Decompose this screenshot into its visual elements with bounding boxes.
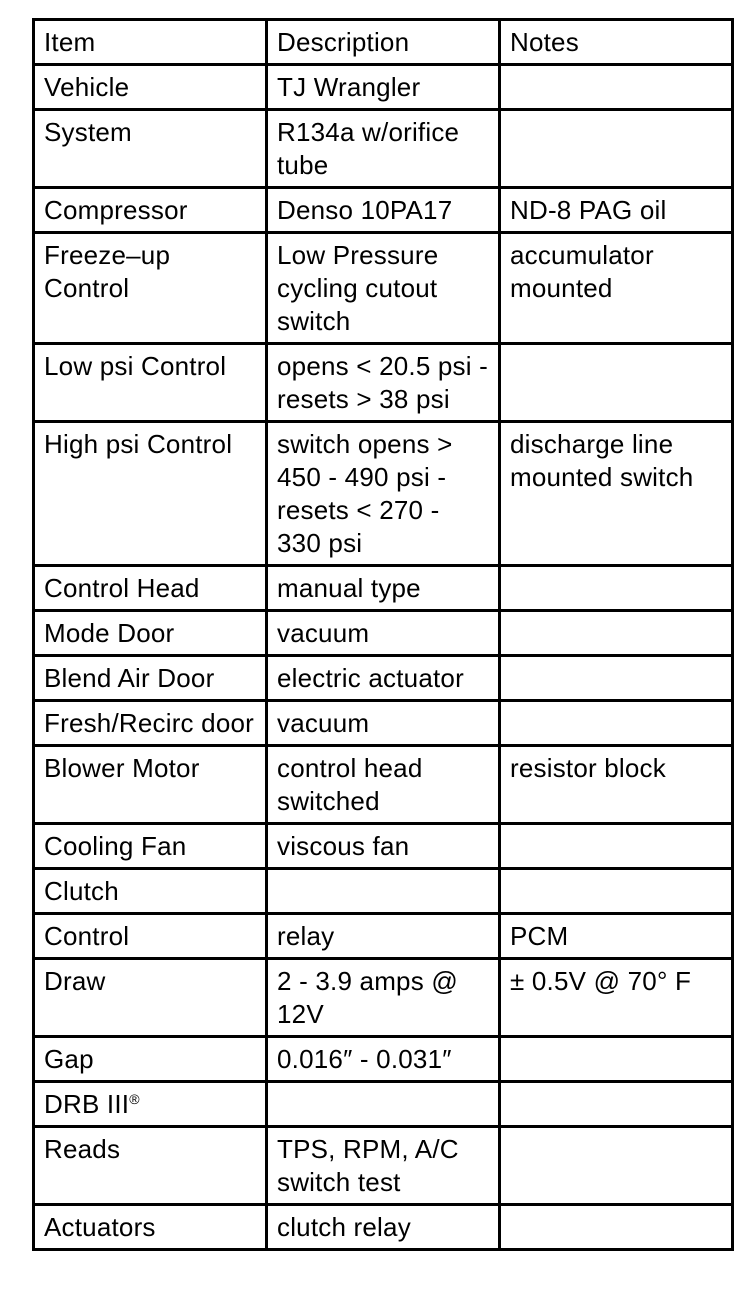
item-cell: Draw <box>34 959 267 1037</box>
item-cell: System <box>34 110 267 188</box>
notes-cell: ± 0.5V @ 70° F <box>500 959 733 1037</box>
table-row <box>34 914 733 959</box>
description-cell: manual type <box>267 566 500 611</box>
description-cell: viscous fan <box>267 824 500 869</box>
table-row <box>34 233 733 344</box>
item-cell: Clutch <box>34 869 267 914</box>
notes-cell: resistor block <box>500 746 733 824</box>
registered-trademark-mark: ® <box>129 1091 140 1107</box>
notes-cell <box>500 65 733 110</box>
notes-cell: accumulator mounted <box>500 233 733 344</box>
item-cell: Freeze–up Control <box>34 233 267 344</box>
table-row <box>34 746 733 824</box>
description-cell <box>267 1082 500 1127</box>
notes-cell <box>500 869 733 914</box>
item-cell: Reads <box>34 1127 267 1205</box>
description-cell: 0.016″ - 0.031″ <box>267 1037 500 1082</box>
table-row <box>34 701 733 746</box>
notes-cell: ND-8 PAG oil <box>500 188 733 233</box>
table-row <box>34 566 733 611</box>
table-row <box>34 188 733 233</box>
item-cell: Actuators <box>34 1205 267 1250</box>
table-row <box>34 1037 733 1082</box>
table-row <box>34 110 733 188</box>
notes-cell <box>500 1127 733 1205</box>
table-row <box>34 656 733 701</box>
item-cell: Blend Air Door <box>34 656 267 701</box>
description-cell <box>267 869 500 914</box>
notes-cell <box>500 1205 733 1250</box>
table-row <box>34 1082 733 1127</box>
description-cell: vacuum <box>267 701 500 746</box>
item-label: DRB III <box>44 1089 130 1119</box>
notes-cell <box>500 1037 733 1082</box>
description-cell: clutch relay <box>267 1205 500 1250</box>
notes-cell <box>500 701 733 746</box>
table-row <box>34 344 733 422</box>
notes-cell: PCM <box>500 914 733 959</box>
table-row <box>34 959 733 1037</box>
item-cell: Mode Door <box>34 611 267 656</box>
table-row <box>34 1205 733 1250</box>
table-row <box>34 824 733 869</box>
item-cell: Compressor <box>34 188 267 233</box>
notes-cell <box>500 110 733 188</box>
table-header-row <box>34 20 733 65</box>
description-cell: TPS, RPM, A/C switch test <box>267 1127 500 1205</box>
item-cell: Vehicle <box>34 65 267 110</box>
description-cell: electric actuator <box>267 656 500 701</box>
description-cell: relay <box>267 914 500 959</box>
item-cell: Fresh/Recirc door <box>34 701 267 746</box>
table-row <box>34 611 733 656</box>
item-cell: Blower Motor <box>34 746 267 824</box>
item-cell: Control <box>34 914 267 959</box>
description-cell: R134a w/orifice tube <box>267 110 500 188</box>
ac-specifications-table <box>32 18 734 1251</box>
notes-cell <box>500 566 733 611</box>
table-row <box>34 1127 733 1205</box>
item-cell: Low psi Control <box>34 344 267 422</box>
item-cell: Control Head <box>34 566 267 611</box>
header-item: Item <box>34 20 267 65</box>
description-cell: switch opens > 450 - 490 psi - resets < 270 - 330 psi <box>267 422 500 566</box>
notes-cell <box>500 611 733 656</box>
table-row <box>34 65 733 110</box>
table-row <box>34 422 733 566</box>
description-cell: control head switched <box>267 746 500 824</box>
description-cell: vacuum <box>267 611 500 656</box>
header-notes: Notes <box>500 20 733 65</box>
notes-cell <box>500 344 733 422</box>
notes-cell <box>500 1082 733 1127</box>
table-row <box>34 869 733 914</box>
item-cell: High psi Control <box>34 422 267 566</box>
item-cell: Gap <box>34 1037 267 1082</box>
description-cell: Denso 10PA17 <box>267 188 500 233</box>
description-cell: 2 - 3.9 amps @ 12V <box>267 959 500 1037</box>
description-cell: opens < 20.5 psi - resets > 38 psi <box>267 344 500 422</box>
item-cell: Cooling Fan <box>34 824 267 869</box>
description-cell: Low Pressure cycling cutout switch <box>267 233 500 344</box>
notes-cell <box>500 656 733 701</box>
notes-cell <box>500 824 733 869</box>
notes-cell: discharge line mounted switch <box>500 422 733 566</box>
header-description: Description <box>267 20 500 65</box>
description-cell: TJ Wrangler <box>267 65 500 110</box>
item-cell <box>34 1082 267 1127</box>
